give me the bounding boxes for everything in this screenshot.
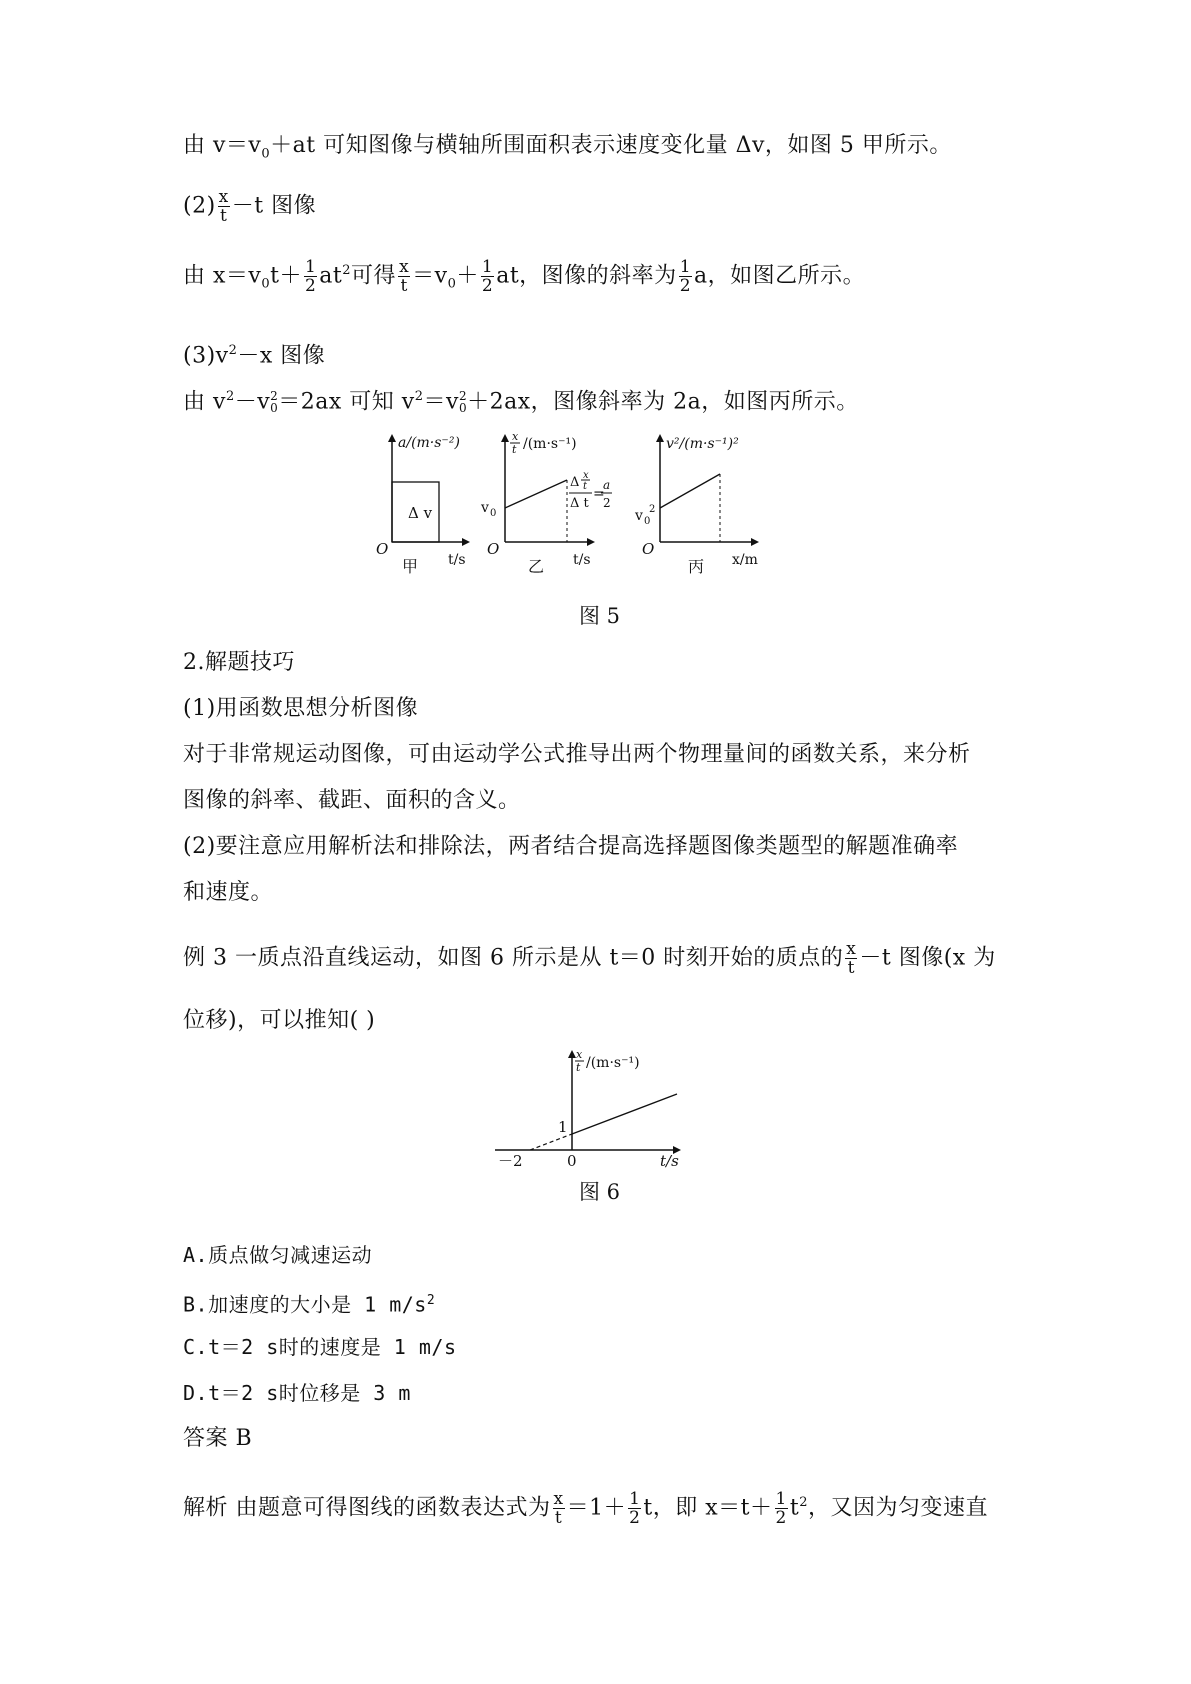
sub-sup: 2 0: [270, 389, 279, 416]
tick-label-neg2: －2: [498, 1152, 523, 1170]
line: [505, 480, 567, 508]
slope-x: x: [583, 470, 589, 481]
v0-label: v: [481, 500, 489, 516]
superscript: 2: [342, 263, 352, 278]
paragraph-xt-derivation: [183, 256, 865, 300]
fraction: $\frac{x}{t}$: [553, 1488, 564, 1528]
text: t，即 x＝t＋: [643, 1495, 773, 1521]
equals: =: [593, 486, 605, 502]
y-label-num: x: [576, 1050, 583, 1061]
text: (3)v: [183, 343, 229, 369]
text: ＋at 可知图像与横轴所围面积表示速度变化量 Δv，如图 5 甲所示。: [270, 133, 952, 158]
option-a: A.质点做匀减速运动: [183, 1243, 373, 1267]
paragraph-v2x-derivation: [183, 382, 859, 417]
arrow: [462, 538, 470, 546]
graph-yi: [480, 432, 612, 576]
x-label: t/s: [573, 552, 591, 568]
text: at: [319, 263, 343, 289]
text: ＝2ax 可知 v: [278, 389, 415, 415]
y-label: v²/(m·s⁻¹)²: [666, 436, 739, 452]
text: ＝v: [423, 389, 459, 415]
text: ＝v: [412, 263, 448, 289]
paragraph-area-meaning: [183, 131, 952, 169]
arrow: [587, 538, 595, 546]
fraction: $\frac{x}{t}$: [846, 939, 857, 978]
data-line: [572, 1094, 677, 1134]
graph-bing: [634, 434, 759, 576]
text: －t 图像(x 为: [859, 945, 996, 971]
section-heading: 2.解题技巧: [183, 650, 295, 675]
x-label: x/m: [732, 552, 758, 568]
text: B.加速度的大小是 1 m/s: [183, 1292, 427, 1317]
option-c: C.t＝2 s时的速度是 1 m/s: [183, 1335, 457, 1359]
text: 由 x＝v: [183, 263, 262, 289]
text: －v: [234, 389, 271, 415]
x-label: t/s: [448, 552, 466, 568]
v0-sub: 0: [490, 508, 497, 519]
subscript: 0: [261, 146, 271, 162]
extrapolated-line: [530, 1134, 572, 1150]
superscript: 2: [228, 343, 238, 358]
line: [660, 474, 720, 508]
superscript: 2: [799, 1495, 808, 1510]
a-num: a: [603, 478, 611, 492]
paragraph-line: 对于非常规运动图像，可由运动学公式推导出两个物理量间的函数关系，来分析: [183, 742, 971, 767]
origin-label: O: [642, 540, 655, 558]
fraction-x-over-t: $\frac{x}{t}$: [218, 187, 229, 226]
arrow: [388, 434, 396, 442]
slope-delta: Δ: [570, 475, 580, 490]
text: a，如图乙所示。: [694, 263, 866, 289]
text: (2): [183, 193, 216, 219]
graph-name: 甲: [402, 557, 419, 576]
text: －x 图像: [237, 343, 326, 369]
figure-5-caption: 图 5: [579, 604, 621, 628]
paragraph-line: 图像的斜率、截距、面积的含义。: [183, 788, 521, 813]
text: 例 3 一质点沿直线运动，如图 6 所示是从 t＝0 时刻开始的质点的: [183, 945, 844, 971]
x-label: t/s: [660, 1152, 679, 1170]
answer: 答案 B: [183, 1426, 253, 1451]
graph-name: 丙: [688, 557, 705, 576]
graph-jia: [376, 434, 470, 576]
example-question: [183, 940, 996, 977]
text: ＋: [456, 263, 479, 289]
example-question-cont: 位移)，可以推知( ): [183, 1008, 376, 1033]
text: at，图像的斜率为: [496, 263, 677, 289]
heading-xt-graph: [183, 188, 316, 225]
y-label-unit: /(m·s⁻¹): [523, 436, 577, 452]
fraction: $\frac{1}{2}$: [629, 1488, 641, 1528]
superscript: 2: [426, 1293, 436, 1308]
subscript: 0: [261, 276, 271, 292]
fraction: $\frac{x}{t}$: [399, 256, 410, 296]
origin-label: O: [376, 540, 389, 558]
fraction: $\frac{1}{2}$: [481, 256, 494, 296]
y-label-den: t: [512, 443, 517, 456]
superscript: 2: [414, 389, 424, 404]
v0-sub: 0: [644, 516, 651, 527]
y-label-unit: /(m·s⁻¹): [586, 1055, 640, 1071]
analysis: [183, 1488, 988, 1527]
superscript: 2: [225, 389, 235, 404]
subheading-2: (2)要注意应用解析法和排除法，两者结合提高选择题图像类题型的解题准确率: [183, 834, 959, 859]
fraction: $\frac{1}{2}$: [775, 1488, 787, 1528]
a-den: 2: [603, 496, 611, 510]
paragraph-line: 和速度。: [183, 880, 274, 905]
heading-v2x-graph: [183, 336, 325, 371]
y-label-den: t: [576, 1061, 581, 1074]
text: t: [789, 1495, 800, 1521]
fraction: $\frac{1}{2}$: [679, 256, 692, 296]
subscript: 0: [447, 276, 457, 292]
fraction: $\frac{1}{2}$: [304, 256, 317, 296]
v0-sup: 2: [649, 504, 656, 515]
text: ，又因为匀变速直: [807, 1495, 988, 1521]
text: 由 v＝v: [183, 133, 262, 158]
text: t＋: [270, 263, 302, 289]
arrow: [656, 434, 664, 442]
figure-6-caption: 图 6: [579, 1180, 621, 1204]
option-d: D.t＝2 s时位移是 3 m: [183, 1381, 411, 1405]
area-label: Δ v: [408, 504, 433, 522]
arrow: [501, 434, 509, 442]
tick-label-0: 0: [567, 1152, 577, 1170]
text: －t 图像: [231, 193, 317, 219]
tick-label-1: 1: [558, 1118, 568, 1136]
y-label: a/(m·s⁻²): [398, 435, 460, 451]
text: 由 v: [183, 389, 226, 415]
text: 解析 由题意可得图线的函数表达式为: [183, 1495, 551, 1521]
sub-sup: 2 0: [458, 389, 468, 416]
y-label-num: x: [512, 432, 519, 443]
slope-den: Δ t: [570, 496, 589, 511]
subheading-1: (1)用函数思想分析图像: [183, 696, 419, 721]
graph-name: 乙: [528, 557, 545, 576]
arrow: [751, 538, 759, 546]
figure-6: [490, 1050, 710, 1170]
text: ＋2ax，图像斜率为 2a，如图丙所示。: [467, 389, 859, 415]
origin-label: O: [487, 540, 500, 558]
v0-label: v: [635, 508, 643, 524]
slope-t: t: [583, 481, 588, 492]
text: 可得: [351, 263, 397, 289]
option-b: [183, 1286, 435, 1320]
arrow: [568, 1050, 576, 1058]
text: ＝1＋: [566, 1495, 627, 1521]
figure-5: [370, 432, 830, 602]
